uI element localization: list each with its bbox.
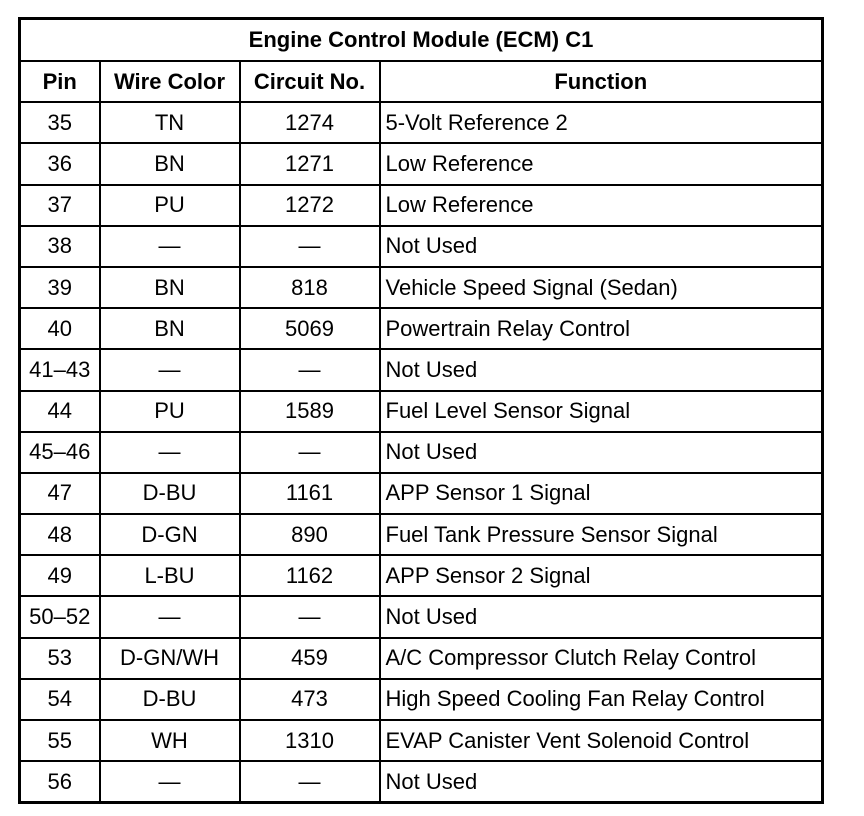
table-row [20, 102, 823, 143]
function-cell: Vehicle Speed Signal (Sedan) [380, 267, 823, 308]
table-row [20, 596, 823, 637]
wire-color-cell: D-BU [100, 679, 240, 720]
function-cell: Not Used [380, 761, 823, 803]
function-cell: Low Reference [380, 185, 823, 226]
pin-cell: 44 [20, 391, 100, 432]
function-cell: Not Used [380, 596, 823, 637]
circuit-no-cell: 1272 [240, 185, 380, 226]
function-cell: 5-Volt Reference 2 [380, 102, 823, 143]
pin-cell: 55 [20, 720, 100, 761]
function-cell: Not Used [380, 432, 823, 473]
pin-cell: 38 [20, 226, 100, 267]
wire-color-cell: PU [100, 391, 240, 432]
table-row [20, 308, 823, 349]
header-pin: Pin [20, 61, 100, 102]
function-cell: Low Reference [380, 143, 823, 184]
function-cell: Fuel Tank Pressure Sensor Signal [380, 514, 823, 555]
function-cell: Fuel Level Sensor Signal [380, 391, 823, 432]
circuit-no-cell: — [240, 596, 380, 637]
circuit-no-cell: 1589 [240, 391, 380, 432]
wire-color-cell: — [100, 432, 240, 473]
pin-cell: 41–43 [20, 349, 100, 390]
wire-color-cell: BN [100, 308, 240, 349]
function-cell: Not Used [380, 226, 823, 267]
wire-color-cell: TN [100, 102, 240, 143]
table-row [20, 432, 823, 473]
pin-cell: 45–46 [20, 432, 100, 473]
table-header-row [20, 61, 823, 102]
circuit-no-cell: 459 [240, 638, 380, 679]
pin-cell: 47 [20, 473, 100, 514]
wire-color-cell: — [100, 226, 240, 267]
header-circuit-no: Circuit No. [240, 61, 380, 102]
table-row [20, 638, 823, 679]
circuit-no-cell: 1271 [240, 143, 380, 184]
wire-color-cell: D-GN/WH [100, 638, 240, 679]
circuit-no-cell: — [240, 226, 380, 267]
header-wire-color: Wire Color [100, 61, 240, 102]
pin-cell: 49 [20, 555, 100, 596]
circuit-no-cell: — [240, 349, 380, 390]
table-row [20, 391, 823, 432]
wire-color-cell: WH [100, 720, 240, 761]
pin-cell: 53 [20, 638, 100, 679]
table-row [20, 514, 823, 555]
pin-cell: 48 [20, 514, 100, 555]
pin-cell: 35 [20, 102, 100, 143]
table-row [20, 226, 823, 267]
pin-cell: 36 [20, 143, 100, 184]
table-row [20, 267, 823, 308]
table-row [20, 185, 823, 226]
ecm-connector-table [18, 17, 824, 804]
circuit-no-cell: 5069 [240, 308, 380, 349]
wire-color-cell: L-BU [100, 555, 240, 596]
circuit-no-cell: — [240, 432, 380, 473]
table-row [20, 761, 823, 803]
table-row [20, 720, 823, 761]
circuit-no-cell: 473 [240, 679, 380, 720]
pin-cell: 39 [20, 267, 100, 308]
circuit-no-cell: 1274 [240, 102, 380, 143]
wire-color-cell: — [100, 349, 240, 390]
wire-color-cell: D-BU [100, 473, 240, 514]
wire-color-cell: PU [100, 185, 240, 226]
circuit-no-cell: — [240, 761, 380, 803]
table-title: Engine Control Module (ECM) C1 [20, 19, 823, 62]
table-row [20, 349, 823, 390]
pin-cell: 54 [20, 679, 100, 720]
wire-color-cell: BN [100, 267, 240, 308]
function-cell: APP Sensor 1 Signal [380, 473, 823, 514]
table-row [20, 143, 823, 184]
wire-color-cell: D-GN [100, 514, 240, 555]
wire-color-cell: — [100, 596, 240, 637]
function-cell: Powertrain Relay Control [380, 308, 823, 349]
circuit-no-cell: 818 [240, 267, 380, 308]
wire-color-cell: — [100, 761, 240, 803]
function-cell: EVAP Canister Vent Solenoid Control [380, 720, 823, 761]
function-cell: High Speed Cooling Fan Relay Control [380, 679, 823, 720]
function-cell: Not Used [380, 349, 823, 390]
table-title-row [20, 19, 823, 62]
function-cell: A/C Compressor Clutch Relay Control [380, 638, 823, 679]
circuit-no-cell: 1310 [240, 720, 380, 761]
circuit-no-cell: 1162 [240, 555, 380, 596]
header-function: Function [380, 61, 823, 102]
table-body [20, 102, 823, 803]
circuit-no-cell: 890 [240, 514, 380, 555]
table-row [20, 473, 823, 514]
pin-cell: 40 [20, 308, 100, 349]
wire-color-cell: BN [100, 143, 240, 184]
circuit-no-cell: 1161 [240, 473, 380, 514]
table-row [20, 555, 823, 596]
table-row [20, 679, 823, 720]
pin-cell: 37 [20, 185, 100, 226]
pin-cell: 56 [20, 761, 100, 803]
pin-cell: 50–52 [20, 596, 100, 637]
function-cell: APP Sensor 2 Signal [380, 555, 823, 596]
